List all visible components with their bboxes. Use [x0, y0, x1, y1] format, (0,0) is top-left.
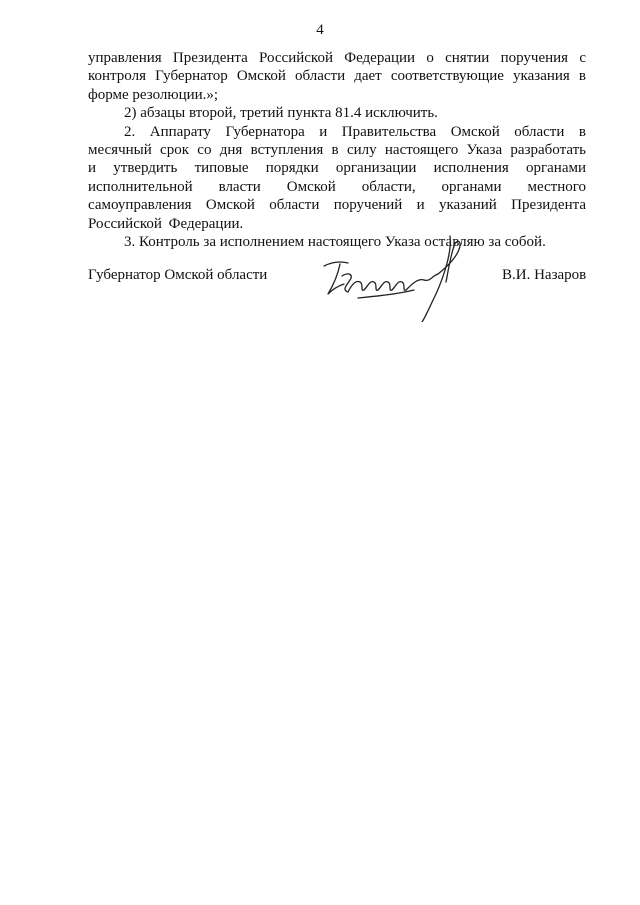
- paragraph-item-2: 2) абзацы второй, третий пункта 81.4 исключить.: [124, 105, 438, 122]
- document-body: [88, 49, 586, 251]
- handwritten-signature: [318, 232, 488, 322]
- signatory-position: Губернатор Омской области: [88, 267, 268, 283]
- signatory-name: В.И. Назаров: [502, 267, 587, 283]
- paragraph-point-2: 2. Аппарату Губернатора и Правительства Омской области в месячный срок со дня вступления в силу настоящего Указа разработать и утвердить типовые порядки организации исполнения органами исполнительной власти Омской области, органами местного самоуправления Омской области поручений и указаний Президента Российской Федерации.: [88, 123, 586, 232]
- page-number: 4: [316, 22, 324, 38]
- paragraph-continuation: управления Президента Российской Федерации о снятии поручения с контроля Губернатор Омской области дает соответствующие указания в форме резолюции.»;: [88, 50, 586, 103]
- paragraph-point-3: 3. Контроль за исполнением настоящего Указа оставляю за собой.: [124, 234, 546, 251]
